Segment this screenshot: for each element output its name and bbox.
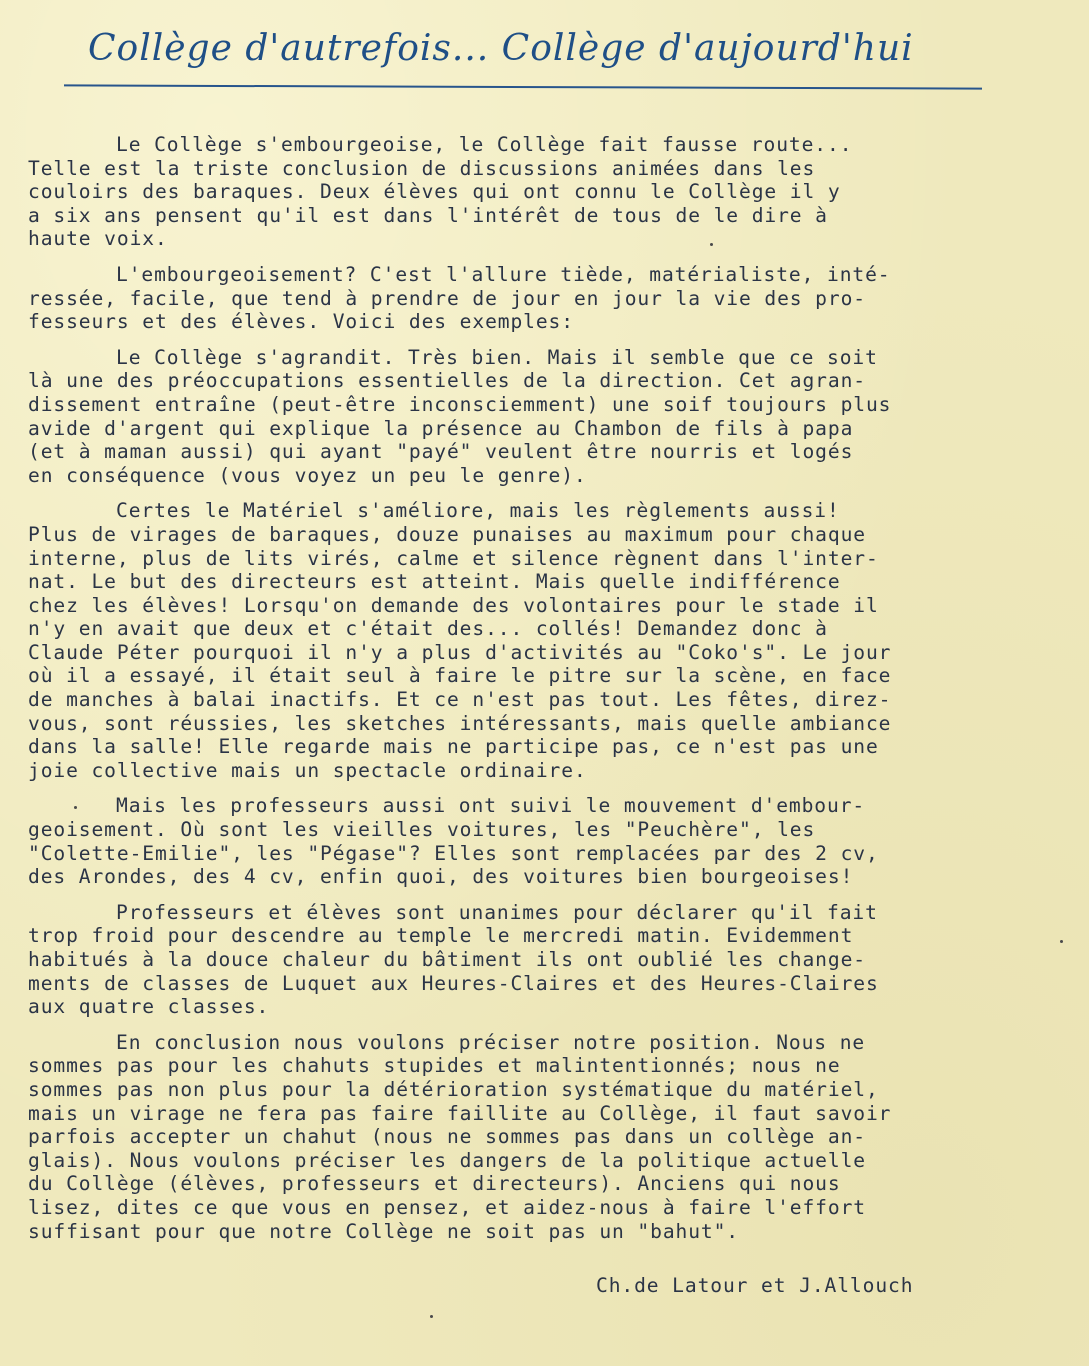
text-line: suffisant pour que notre Collège ne soit pas un "bahut". (28, 1219, 739, 1243)
paragraph-2 (28, 263, 1048, 334)
text-line: Plus de virages de baraques, douze punaises au maximum pour chaque (28, 522, 866, 546)
text-line: interne, plus de lits virés, calme et silence règnent dans l'inter- (28, 546, 879, 570)
paragraph-3 (28, 346, 1048, 488)
text-line: des Arondes, des 4 cv, enfin quoi, des voitures bien bourgeoises! (28, 865, 854, 889)
text-line: en conséquence (vous voyez un peu le genre). (28, 463, 587, 487)
text-line: geoisement. Où sont les vieilles voitures, les "Peuchère", les (28, 818, 816, 842)
text-line: "Colette-Emilie", les "Pégase"? Elles sont remplacées par des 2 cv, (28, 841, 879, 865)
text-line: là une des préoccupations essentielles de la direction. Cet agran- (28, 369, 866, 393)
text-line: de manches à balai inactifs. Et ce n'est pas tout. Les fêtes, direz- (28, 688, 892, 712)
page-title: Collège d'autrefois... Collège d'aujourd'hui (88, 28, 914, 69)
ink-speck (74, 806, 77, 809)
text-line: vous, sont réussies, les sketches intéressants, mais quelle ambiance (28, 711, 892, 735)
text-line: ressée, facile, que tend à prendre de jour en jour la vie des pro- (28, 286, 866, 310)
text-line: glais). Nous voulons préciser les dangers de la politique actuelle (28, 1148, 866, 1172)
text-line: chez les élèves! Lorsqu'on demande des volontaires pour le stade il (28, 593, 879, 617)
title-underline (64, 84, 982, 89)
text-line: ments de classes de Luquet aux Heures-Claires et des Heures-Claires (28, 971, 879, 995)
text-line: dissement entraîne (peut-être inconsciemment) une soif toujours plus (28, 392, 892, 416)
ink-speck (1060, 940, 1063, 943)
text-line: Certes le Matériel s'améliore, mais les règlements aussi! (116, 499, 840, 523)
text-line: lisez, dites ce que vous en pensez, et aidez-nous à faire l'effort (28, 1195, 866, 1219)
text-line: sommes pas non plus pour la détérioration systématique du matériel, (28, 1077, 879, 1101)
text-line: Le Collège s'embourgeoise, le Collège fait fausse route... (116, 133, 853, 156)
ink-speck (710, 243, 713, 246)
signature: Ch.de Latour et J.Allouch (596, 1274, 914, 1297)
text-line: Claude Péter pourquoi il n'y a plus d'activités au "Coko's". Le jour (28, 640, 892, 664)
text-line: L'embourgeoisement? C'est l'allure tiède, matérialiste, inté- (116, 262, 891, 286)
text-line: du Collège (élèves, professeurs et directeurs). Anciens qui nous (28, 1172, 841, 1196)
text-line: fesseurs et des élèves. Voici des exemples: (28, 310, 574, 334)
text-line: trop froid pour descendre au temple le mercredi matin. Evidemment (28, 924, 854, 948)
text-line: parfois accepter un chahut (nous ne sommes pas dans un collège an- (28, 1125, 866, 1149)
paragraph-4 (28, 499, 1048, 782)
text-line: n'y en avait que deux et c'était des... collés! Demandez donc à (28, 617, 828, 641)
text-line: Mais les professeurs aussi ont suivi le mouvement d'embour- (116, 794, 866, 818)
text-line: nat. Le but des directeurs est atteint. Mais quelle indifférence (28, 570, 841, 594)
text-line: dans la salle! Elle regarde mais ne participe pas, ce n'est pas une (28, 735, 879, 759)
paragraph-5 (28, 794, 1048, 888)
article-body (28, 133, 1048, 1255)
text-line: sommes pas pour les chahuts stupides et malintentionnés; nous ne (28, 1054, 841, 1078)
text-line: a six ans pensent qu'il est dans l'intérêt de tous de le dire à (28, 203, 828, 227)
text-line: couloirs des baraques. Deux élèves qui ont connu le Collège il y (28, 180, 841, 204)
text-line: joie collective mais un spectacle ordinaire. (28, 758, 587, 782)
text-line: (et à maman aussi) qui ayant "payé" veulent être nourris et logés (28, 440, 854, 464)
paragraph-6 (28, 901, 1048, 1019)
text-line: où il a essayé, il était seul à faire le pitre sur la scène, en face (28, 664, 892, 688)
text-line: haute voix. (28, 227, 168, 251)
text-line: habitués à la douce chaleur du bâtiment ils ont oublié les change- (28, 948, 866, 971)
text-line: Professeurs et élèves sont unanimes pour déclarer qu'il fait (116, 900, 878, 924)
text-line: aux quatre classes. (28, 995, 270, 1019)
paragraph-1 (28, 133, 1048, 251)
text-line: Le Collège s'agrandit. Très bien. Mais il semble que ce soit (116, 345, 878, 369)
text-line: mais un virage ne fera pas faire faillite au Collège, il faut savoir (28, 1101, 892, 1125)
paragraph-7 (28, 1031, 1048, 1243)
text-line: avide d'argent qui explique la présence au Chambon de fils à papa (28, 416, 854, 440)
text-line: Telle est la triste conclusion de discussions animées dans les (28, 156, 816, 180)
ink-speck (430, 1315, 433, 1318)
text-line: En conclusion nous voulons préciser notre position. Nous ne (116, 1030, 866, 1054)
